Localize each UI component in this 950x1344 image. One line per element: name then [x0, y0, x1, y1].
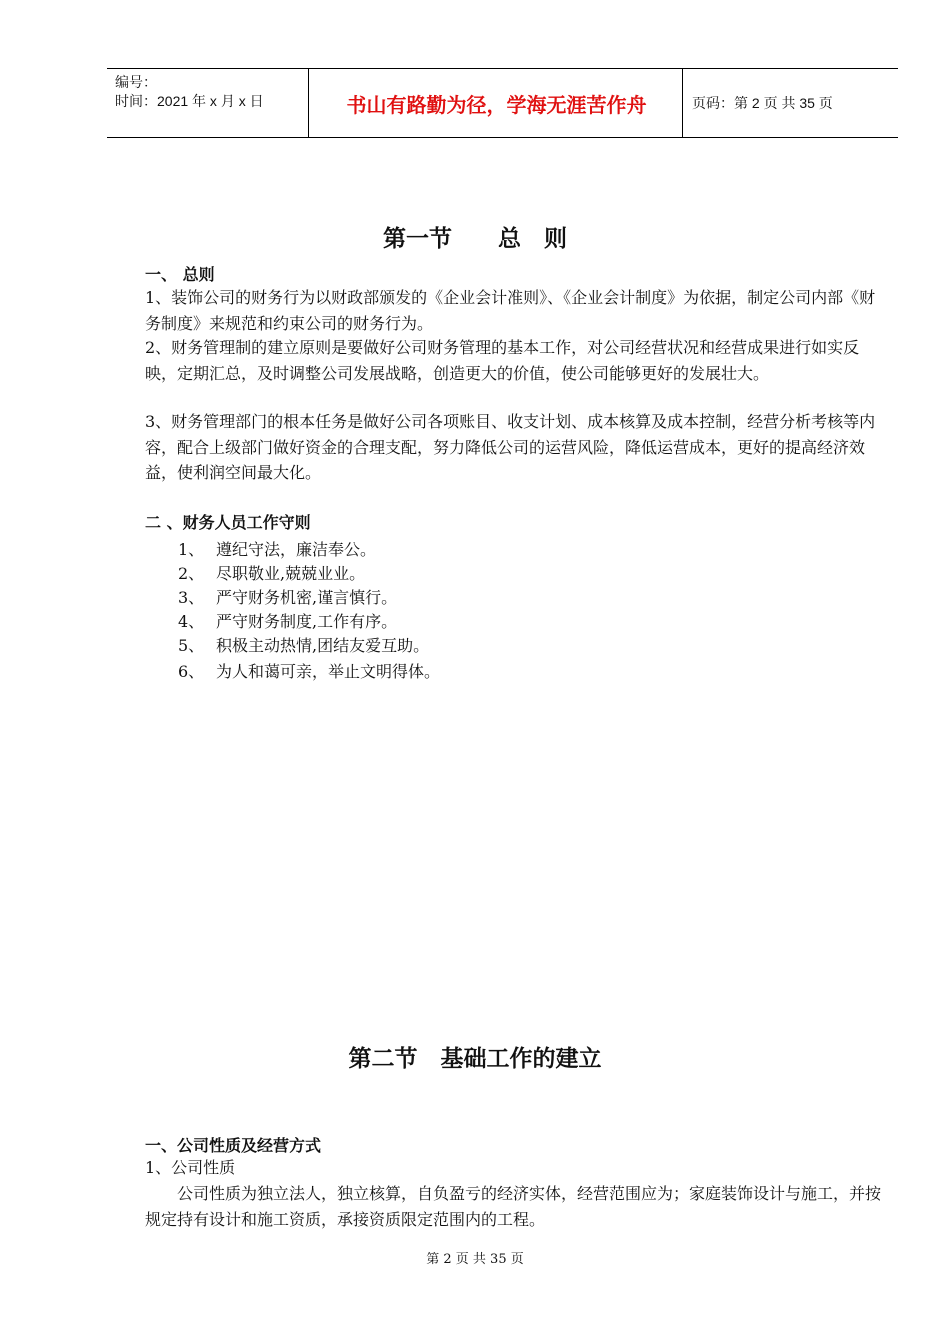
paragraph: 公司性质为独立法人，独立核算，自负盈亏的经济实体，经营范围应为；家庭装饰设计与施工，并按规定持有设计和施工资质，承接资质限定范围内的工程。 [145, 1184, 882, 1229]
list-item-number: 5、 [178, 636, 205, 655]
paragraph: 1、装饰公司的财务行为以财政部颁发的《企业会计准则》、《企业会计制度》为依据，制定公司内部《财务制度》来规范和约束公司的财务行为。 [145, 288, 876, 333]
list-item [178, 561, 365, 584]
list-item [178, 609, 397, 632]
list-item-number: 1、 [178, 540, 205, 559]
paragraph: 3、财务管理部门的根本任务是做好公司各项账目、收支计划、成本核算及成本控制，经营分析考核等内容，配合上级部门做好资金的合理支配，努力降低公司的运营风险，降低运营成本，更好的提高经济效益，使利润空间最大化。 [145, 412, 876, 482]
header-page-label: 页码：第 2 页 共 35 页 [692, 95, 833, 111]
header-motto: 书山有路勤为径，学海无涯苦作舟 [346, 92, 647, 117]
list-item-text: 遵纪守法，廉洁奉公。 [216, 540, 377, 559]
list-item [178, 633, 429, 656]
list-item [178, 537, 376, 560]
list-item-number: 6、 [178, 662, 205, 681]
document-number-label: 编号： [115, 74, 157, 90]
section2-sub-heading: 1、公司性质 [145, 1158, 236, 1177]
section1-sub2-heading: 二 、财务人员工作守则 [145, 513, 311, 532]
list-item-text: 为人和蔼可亲，举止文明得体。 [216, 662, 441, 681]
list-item-number: 4、 [178, 612, 205, 631]
document-time-label: 时间：2021 年 x 月 x 日 [115, 93, 264, 109]
list-item [178, 585, 397, 608]
section1-title: 第一节 总 则 [383, 226, 567, 252]
page-header [107, 68, 898, 138]
section1-sub1-heading: 一、 总则 [145, 265, 215, 284]
page-footer: 第 2 页 共 35 页 [426, 1252, 524, 1267]
header-meta [115, 73, 264, 111]
section2-title: 第二节 基础工作的建立 [348, 1046, 602, 1072]
header-divider [308, 69, 309, 137]
list-item-text: 尽职敬业,兢兢业业。 [216, 564, 366, 583]
list-item [178, 659, 440, 682]
paragraph: 2、财务管理制的建立原则是要做好公司财务管理的基本工作，对公司经营状况和经营成果进行如实反映，定期汇总，及时调整公司发展战略，创造更大的价值，使公司能够更好的发展壮大。 [145, 338, 860, 383]
list-item-text: 积极主动热情,团结友爱互助。 [216, 636, 430, 655]
list-item-text: 严守财务机密,谨言慎行。 [216, 588, 398, 607]
list-item-text: 严守财务制度,工作有序。 [216, 612, 398, 631]
list-item-number: 2、 [178, 564, 205, 583]
section2-heading: 一、公司性质及经营方式 [145, 1136, 322, 1155]
list-item-number: 3、 [178, 588, 205, 607]
